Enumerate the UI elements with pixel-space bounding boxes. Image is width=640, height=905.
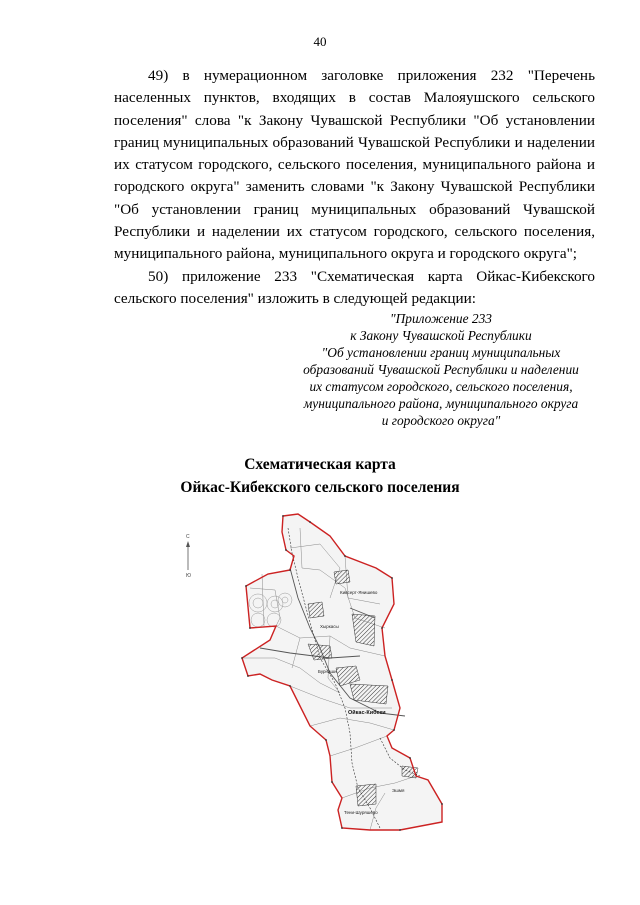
appendix-line: образований Чувашской Республики и наделении: [303, 362, 579, 377]
page-number: 40: [313, 34, 327, 49]
settlement-label-1: Ойкас-Кибеки: [348, 710, 386, 716]
compass-south-label: Ю: [186, 573, 192, 579]
schematic-map: [180, 508, 470, 838]
settlement-area-1: [334, 570, 350, 584]
paragraph-49-text: 49) в нумерационном заголовке приложения 232 "Перечень населенных пунктов, входящих в состав Малояушского сельского поселения" слова "к Закону Чувашской Республики "Об установлении границ муниципальных образований Чувашской Республики и наделении их статусом городского, сельского поселения, муниципального района и городского округа" заменить словами "к Закону Чувашской Республики "Об установлении границ муниципальных образований Чувашской Республики и наделении их статусом городского, сельского поселения, муниципального района, муниципального округа и городского округа";: [114, 67, 595, 263]
appendix-line: к Закону Чувашской Республики: [350, 328, 532, 343]
appendix-header: [282, 310, 600, 429]
settlement-label-2: Кивсерт-Янишево: [340, 590, 378, 595]
compass-icon: [186, 534, 191, 579]
schematic-map-svg: [180, 508, 470, 838]
map-title-line-1: Схематическая карта: [244, 456, 396, 473]
map-title-line-2: Ойкас-Кибекского сельского поселения: [180, 479, 460, 496]
paragraph-49: [114, 65, 595, 266]
settlement-label-6: Тени-Шуряшево: [344, 810, 378, 815]
appendix-line: муниципального района, муниципального округа: [303, 396, 579, 411]
appendix-line: их статусом городского, сельского поселения,: [309, 379, 573, 394]
appendix-line: "Приложение 233: [390, 311, 492, 326]
appendix-line: "Об установлении границ муниципальных: [321, 345, 561, 360]
paragraph-50: [114, 266, 595, 311]
settlement-area-7: [356, 784, 376, 806]
map-title: [0, 455, 640, 501]
settlement-label-4: Бурнаши: [318, 669, 337, 674]
settlement-label-5: Эшмя: [392, 788, 405, 793]
paragraph-50-text: 50) приложение 233 "Схематическая карта Ойкас-Кибекского сельского поселения" изложить в следующей редакции:: [114, 268, 595, 308]
appendix-line: и городского округа": [381, 413, 501, 428]
settlement-label-3: Хыркасы: [320, 624, 339, 629]
compass-north-label: С: [186, 534, 190, 540]
settlement-area-2: [308, 602, 324, 618]
